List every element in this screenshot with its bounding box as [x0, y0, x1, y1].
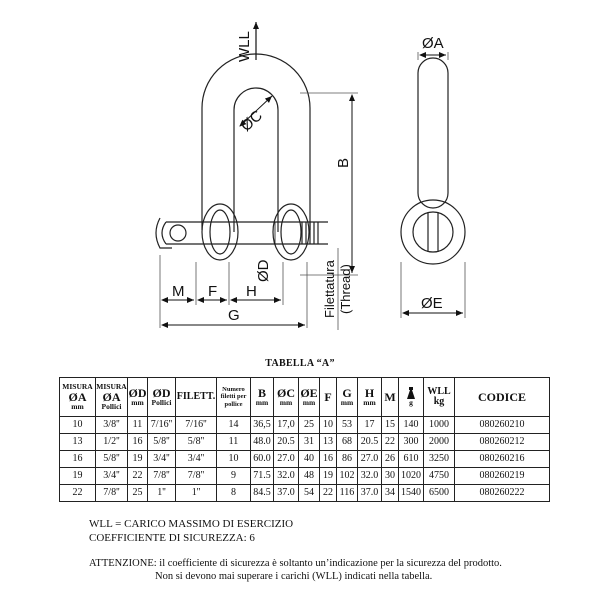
table-cell: 19	[320, 468, 337, 485]
header-filett: FILETT.	[176, 378, 217, 417]
header-g: G mm	[337, 378, 358, 417]
table-row	[60, 468, 550, 485]
table-cell: 2000	[424, 434, 455, 451]
table-cell: 68	[337, 434, 358, 451]
table-cell: 4750	[424, 468, 455, 485]
filettatura-label: Filettatura	[322, 260, 337, 318]
table-cell: 1540	[399, 485, 424, 502]
table-cell: 86	[337, 451, 358, 468]
table-cell: 080260219	[455, 468, 550, 485]
spec-table	[59, 377, 550, 502]
header-m: M	[382, 378, 399, 417]
table-cell: 16	[320, 451, 337, 468]
header-misura-pollici: MISURA ØA Pollici	[96, 378, 128, 417]
table-cell: 40	[299, 451, 320, 468]
table-cell: 116	[337, 485, 358, 502]
wll-label: WLL	[236, 31, 253, 62]
table-cell: 10	[217, 451, 251, 468]
warning-line-1: ATTENZIONE: il coefficiente di sicurezza è soltanto un’indicazione per la sicurezza del prodotto.	[89, 558, 502, 569]
table-cell: 84.5	[251, 485, 274, 502]
table-cell: 15	[382, 417, 399, 434]
table-cell: 10	[320, 417, 337, 434]
table-cell: 13	[60, 434, 96, 451]
table-cell: 32.0	[274, 468, 299, 485]
table-cell: 32.0	[358, 468, 382, 485]
table-cell: 7/16''	[148, 417, 176, 434]
b-dimension-label: B	[335, 157, 352, 168]
dia-e-label: ØE	[421, 295, 443, 312]
thread-label: (Thread)	[338, 264, 353, 314]
table-cell: 14	[217, 417, 251, 434]
shackle-side-view	[401, 58, 465, 264]
table-row	[60, 417, 550, 434]
table-cell: 27.0	[274, 451, 299, 468]
safety-coefficient: COEFFICIENTE DI SICUREZZA: 6	[89, 532, 255, 544]
table-cell: 27.0	[358, 451, 382, 468]
header-c: ØC mm	[274, 378, 299, 417]
table-cell: 5/8''	[96, 451, 128, 468]
table-cell: 48	[299, 468, 320, 485]
shackle-front-view	[156, 54, 328, 260]
m-dimension-label: M	[172, 283, 185, 300]
table-cell: 26	[382, 451, 399, 468]
table-cell: 53	[337, 417, 358, 434]
table-cell: 11	[217, 434, 251, 451]
table-cell: 17,0	[274, 417, 299, 434]
header-weight: g	[399, 378, 424, 417]
table-cell: 3250	[424, 451, 455, 468]
table-cell: 080260212	[455, 434, 550, 451]
table-cell: 7/8''	[96, 485, 128, 502]
table-cell: 16	[128, 434, 148, 451]
table-cell: 3/4''	[96, 468, 128, 485]
table-cell: 71.5	[251, 468, 274, 485]
header-codice: CODICE	[455, 378, 550, 417]
header-b: B mm	[251, 378, 274, 417]
table-cell: 60.0	[251, 451, 274, 468]
table-cell: 22	[382, 434, 399, 451]
table-cell: 22	[128, 468, 148, 485]
table-row	[60, 434, 550, 451]
table-cell: 5/8''	[148, 434, 176, 451]
table-cell: 22	[320, 485, 337, 502]
table-cell: 48.0	[251, 434, 274, 451]
table-cell: 11	[128, 417, 148, 434]
table-title: TABELLA “A”	[265, 358, 335, 369]
table-cell: 31	[299, 434, 320, 451]
table-cell: 3/8''	[96, 417, 128, 434]
table-cell: 1000	[424, 417, 455, 434]
table-cell: 20.5	[358, 434, 382, 451]
header-f: F	[320, 378, 337, 417]
warning-note	[89, 557, 502, 583]
header-numero-filetti: Numero filetti per pollice	[217, 378, 251, 417]
header-h: H mm	[358, 378, 382, 417]
table-cell: 080260210	[455, 417, 550, 434]
table-cell: 19	[60, 468, 96, 485]
table-cell: 3/4''	[176, 451, 217, 468]
table-cell: 54	[299, 485, 320, 502]
table-cell: 6500	[424, 485, 455, 502]
table-cell: 102	[337, 468, 358, 485]
table-cell: 34	[382, 485, 399, 502]
table-cell: 37.0	[358, 485, 382, 502]
wll-definition: WLL = CARICO MASSIMO DI ESERCIZIO	[89, 518, 294, 530]
h-dimension-label: H	[246, 283, 257, 300]
table-header-row	[60, 378, 550, 417]
table-cell: 7/8''	[176, 468, 217, 485]
table-cell: 9	[217, 468, 251, 485]
table-cell: 1020	[399, 468, 424, 485]
table-cell: 7/16''	[176, 417, 217, 434]
dia-d-label: ØD	[255, 259, 272, 282]
table-cell: 080260216	[455, 451, 550, 468]
table-cell: 13	[320, 434, 337, 451]
table-cell: 19	[128, 451, 148, 468]
table-row	[60, 451, 550, 468]
table-cell: 1/2''	[96, 434, 128, 451]
header-wll: WLL kg	[424, 378, 455, 417]
table-cell: 610	[399, 451, 424, 468]
table-cell: 36,5	[251, 417, 274, 434]
table-cell: 7/8''	[148, 468, 176, 485]
table-cell: 1''	[148, 485, 176, 502]
header-misura-mm: MISURA ØA mm	[60, 378, 96, 417]
f-dimension-label: F	[208, 283, 218, 300]
dia-a-label: ØA	[422, 35, 444, 52]
warning-line-2: Non si devono mai superare i carichi (WLL) indicati nella tabella.	[155, 571, 433, 582]
table-cell: 3/4''	[148, 451, 176, 468]
table-cell: 16	[60, 451, 96, 468]
table-cell: 37.0	[274, 485, 299, 502]
table-cell: 5/8''	[176, 434, 217, 451]
table-row	[60, 485, 550, 502]
table-cell: 17	[358, 417, 382, 434]
g-dimension-label: G	[228, 307, 240, 324]
dia-c-label: ØC	[237, 107, 266, 135]
table-cell: 080260222	[455, 485, 550, 502]
table-cell: 10	[60, 417, 96, 434]
table-cell: 8	[217, 485, 251, 502]
table-cell: 300	[399, 434, 424, 451]
table-cell: 25	[128, 485, 148, 502]
table-cell: 140	[399, 417, 424, 434]
table-cell: 25	[299, 417, 320, 434]
table-cell: 30	[382, 468, 399, 485]
header-d-pollici: ØD Pollici	[148, 378, 176, 417]
header-e: ØE mm	[299, 378, 320, 417]
table-cell: 1''	[176, 485, 217, 502]
header-d-mm: ØD mm	[128, 378, 148, 417]
table-cell: 22	[60, 485, 96, 502]
table-cell: 20.5	[274, 434, 299, 451]
